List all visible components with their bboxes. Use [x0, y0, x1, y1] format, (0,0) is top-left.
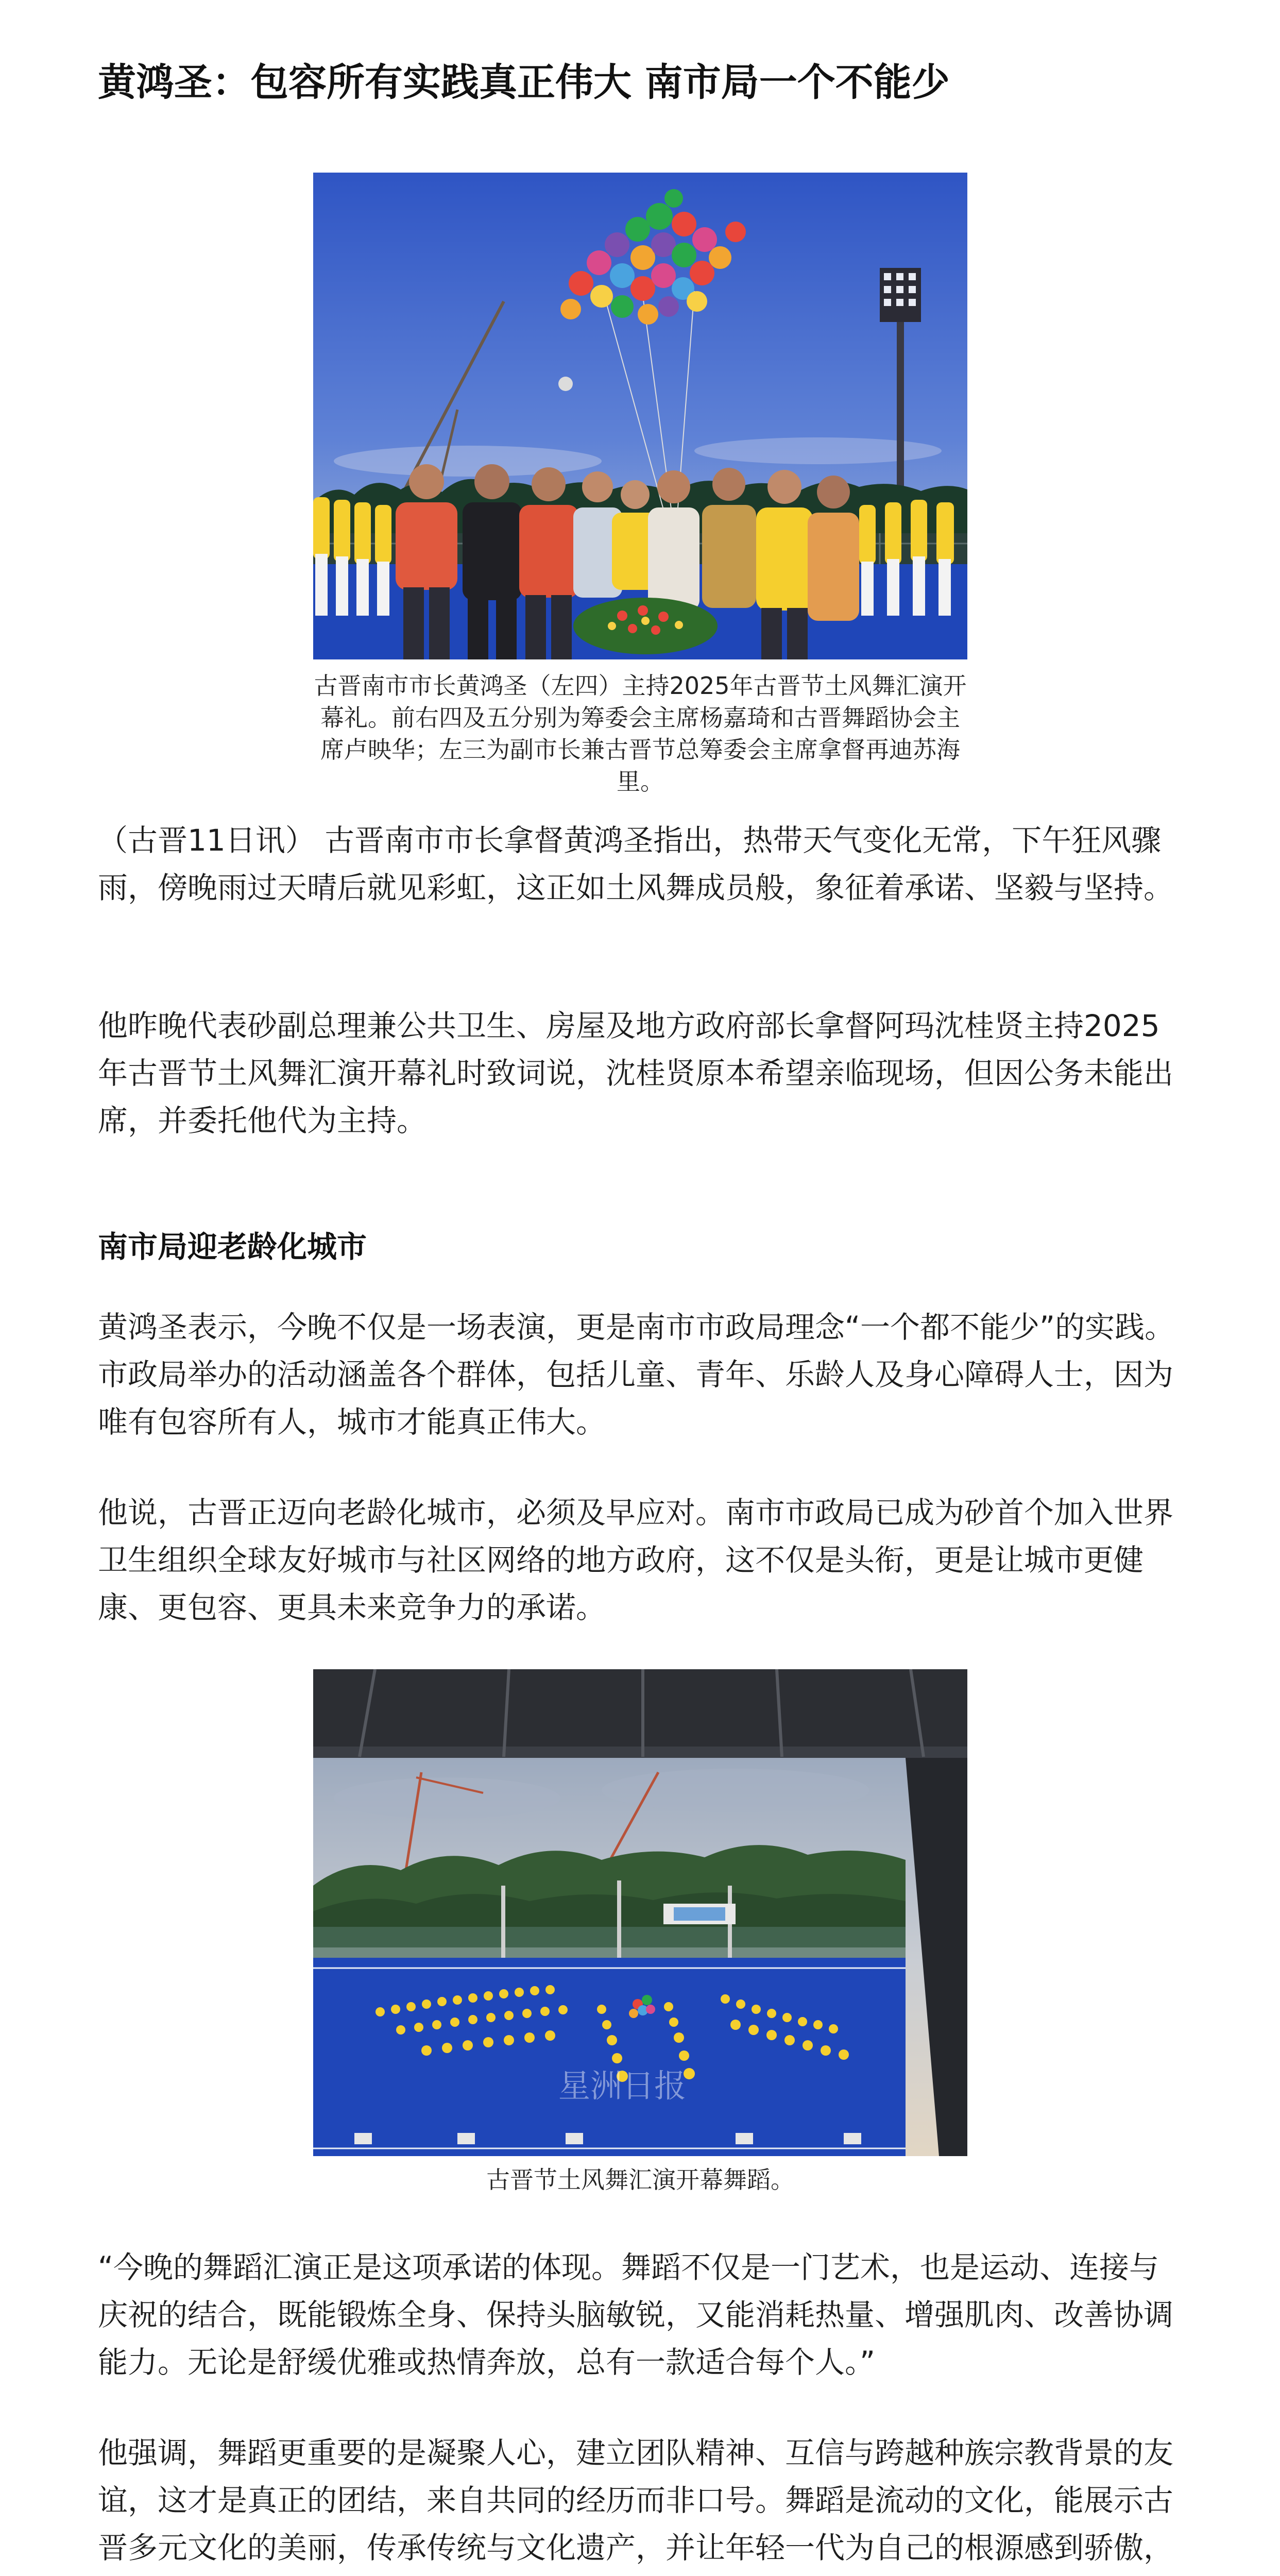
- section-subheading: 南市局迎老龄化城市: [98, 1229, 367, 1264]
- opening-ceremony-photo: [313, 173, 967, 659]
- dance-performance-illustration: [313, 1669, 967, 2156]
- dance-performance-photo: [313, 1669, 967, 2156]
- paragraph-5: “今晚的舞蹈汇演正是这项承诺的体现。舞蹈不仅是一门艺术，也是运动、连接与庆祝的结合，既能锻炼全身、保持头脑敏锐，又能消耗热量、增强肌肉、改善协调能力。无论是舒缓优雅或热情奔放，总有一款适合每个人。”: [98, 2250, 1174, 2380]
- paragraph-1: （古晋11日讯） 古晋南市市长拿督黄鸿圣指出，热带天气变化无常，下午狂风骤雨，傍晚雨过天晴后就见彩虹，这正如土风舞成员般，象征着承诺、坚毅与坚持。: [98, 823, 1174, 905]
- paragraph-2: 他昨晚代表砂副总理兼公共卫生、房屋及地方政府部长拿督阿玛沈桂贤主持2025年古晋节土风舞汇演开幕礼时致词说，沈桂贤原本希望亲临现场，但因公务未能出席，并委托他代为主持。: [98, 1008, 1174, 1138]
- newspaper-watermark: 星洲日报: [558, 2067, 687, 2105]
- photo-caption-2: 古晋节土风舞汇演开幕舞蹈。: [486, 2166, 794, 2194]
- paragraph-3: 黄鸿圣表示，今晚不仅是一场表演，更是南市市政局理念“一个都不能少”的实践。市政局举办的活动涵盖各个群体，包括儿童、青年、乐龄人及身心障碍人士，因为唯有包容所有人，城市才能真正伟大。: [98, 1310, 1175, 1439]
- opening-ceremony-illustration: [313, 173, 967, 659]
- paragraph-6: 他强调，舞蹈更重要的是凝聚人心，建立团队精神、互信与跨越种族宗教背景的友谊，这才是真正的团结，来自共同的经历而非口号。舞蹈是流动的文化，能展示古晋多元文化的美丽，传承传统与文化遗产，并让年轻一代为自己的根源感到骄傲，: [98, 2435, 1174, 2565]
- headline: 黄鸿圣：包容所有实践真正伟大 南市局一个不能少: [98, 60, 950, 105]
- photo-caption-1: 古晋南市市长黄鸿圣（左四）主持2025年古晋节土风舞汇演开幕礼。前右四及五分别为筹委会主席杨嘉琦和古晋舞蹈协会主席卢映华；左三为副市长兼古晋节总筹委会主席拿督再迪苏海里。: [314, 672, 967, 795]
- paragraph-4: 他说，古晋正迈向老龄化城市，必须及早应对。南市市政局已成为砂首个加入世界卫生组织全球友好城市与社区网络的地方政府，这不仅是头衔，更是让城市更健康、更包容、更具未来竞争力的承诺。: [98, 1495, 1174, 1625]
